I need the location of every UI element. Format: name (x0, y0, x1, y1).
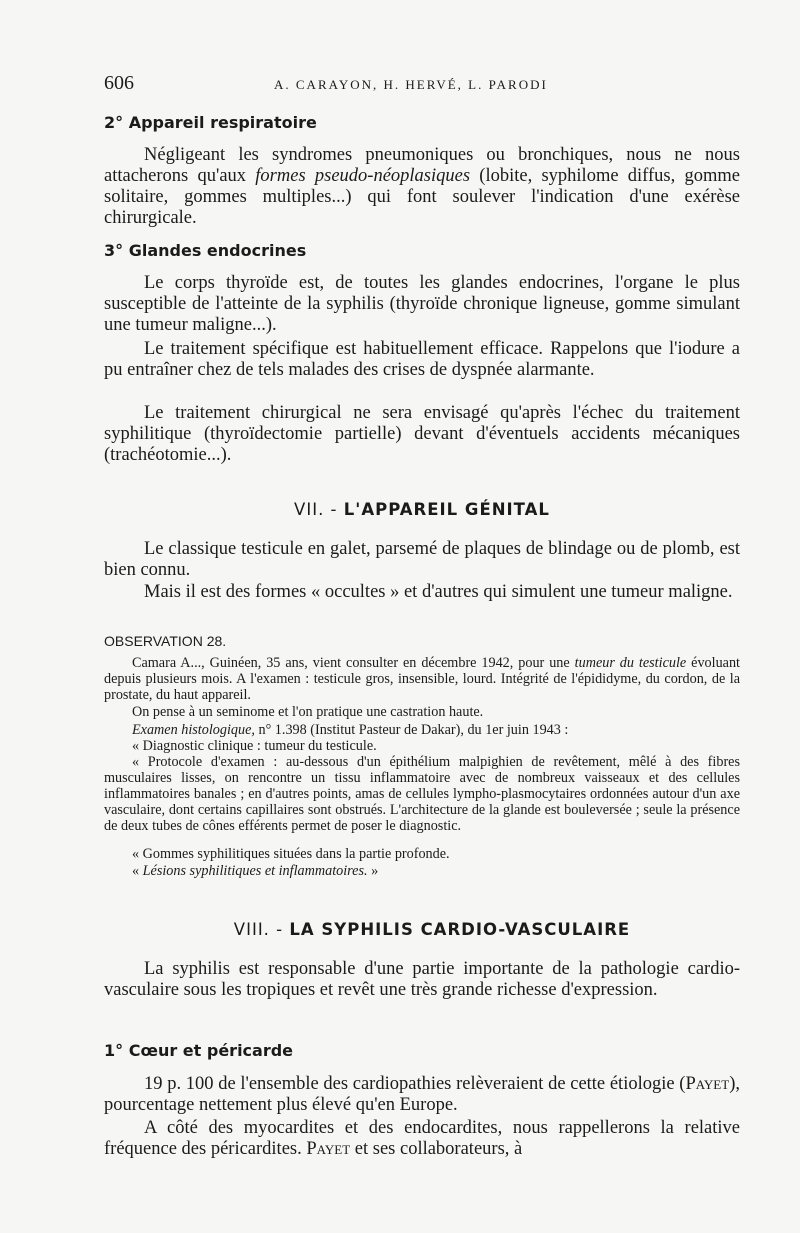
running-head: A. CARAYON, H. HERVÉ, L. PARODI (274, 77, 548, 92)
paragraph-cardiopathies: 19 p. 100 de l'ensemble des cardiopathies relèveraient de cette étiologie (Payet), pourcentage nettement plus élevé qu'en Europe. (104, 1074, 740, 1115)
observation-case-summary: Camara A..., Guinéen, 35 ans, vient consulter en décembre 1942, pour une tumeur du testicule évoluant depuis plusieurs mois. A l'examen : testicule gros, insensible, lourd. Intégrité de l'épididyme, du cordon, de la prostate, du haut appareil. (104, 655, 740, 703)
page-number: 606 (104, 72, 134, 94)
heading-appareil-genital: VII. - L'APPAREIL GÉNITAL (294, 500, 550, 519)
paragraph-genital-1: Le classique testicule en galet, parsemé de plaques de blindage ou de plomb, est bien connu. (104, 539, 740, 580)
paragraph-endocrines-3: Le traitement chirurgical ne sera envisagé qu'après l'échec du traitement syphilitique (thyroïdectomie partielle) devant d'éventuels accidents mécaniques (trachéotomie...). (104, 403, 740, 465)
observation-castration: On pense à un seminome et l'on pratique une castration haute. (132, 704, 484, 720)
observation-protocol: « Protocole d'examen : au-dessous d'un épithélium malpighien de revêtement, mêlé à des fibres musculaires lisses, on rencontre un tissu inflammatoire avec de nombreux vaisseaux et des cellules inflammatoires banales ; en d'autres points, amas de cellules lympho-plasmocytaires ordonnées autour d'un axe vasculaire, dont certains capillaires sont obstrués. L'architecture de la glande est bouleversée ; seule la présence de deux tubes de cônes efférents permet de poser le diagnostic. (104, 754, 740, 834)
heading-appareil-respiratoire: 2° Appareil respiratoire (104, 113, 317, 132)
heading-coeur-pericarde: 1° Cœur et péricarde (104, 1041, 294, 1060)
paragraph-respiratoire: Négligeant les syndromes pneumoniques ou bronchiques, nous ne nous attacherons qu'aux formes pseudo-néoplasiques (lobite, syphilome diffus, gomme solitaire, gommes multiples...) qui font soulever l'indication d'une exérèse chirurgicale. (104, 145, 740, 228)
heading-syphilis-cardio-vasculaire: VIII. - LA SYPHILIS CARDIO-VASCULAIRE (233, 920, 631, 939)
observation-lesions: « Lésions syphilitiques et inflammatoires. » (132, 863, 379, 879)
paragraph-genital-2: Mais il est des formes « occultes » et d'autres qui simulent une tumeur maligne. (144, 582, 733, 602)
observation-title: OBSERVATION 28. (104, 633, 227, 649)
paragraph-endocrines-2: Le traitement spécifique est habituellement efficace. Rappelons que l'iodure a pu entraîner chez de tels malades des crises de dyspnée alarmante. (104, 339, 740, 380)
page-header (104, 72, 740, 98)
paragraph-cardio-intro: La syphilis est responsable d'une partie importante de la pathologie cardio-vasculaire sous les tropiques et revêt une très grande richesse d'expression. (104, 959, 740, 1000)
observation-clinical-diagnosis: « Diagnostic clinique : tumeur du testicule. (132, 738, 377, 754)
observation-gommes: « Gommes syphilitiques situées dans la partie profonde. (132, 846, 450, 862)
observation-histology-header: Examen histologique, n° 1.398 (Institut Pasteur de Dakar), du 1er juin 1943 : (132, 722, 569, 738)
paragraph-pericardites: A côté des myocardites et des endocardites, nous rappellerons la relative fréquence des péricardites. Payet et ses collaborateurs, à (104, 1118, 740, 1159)
paragraph-endocrines-1: Le corps thyroïde est, de toutes les glandes endocrines, l'organe le plus susceptible de l'atteinte de la syphilis (thyroïde chronique ligneuse, gomme simulant une tumeur maligne...). (104, 273, 740, 335)
heading-glandes-endocrines: 3° Glandes endocrines (104, 241, 307, 260)
